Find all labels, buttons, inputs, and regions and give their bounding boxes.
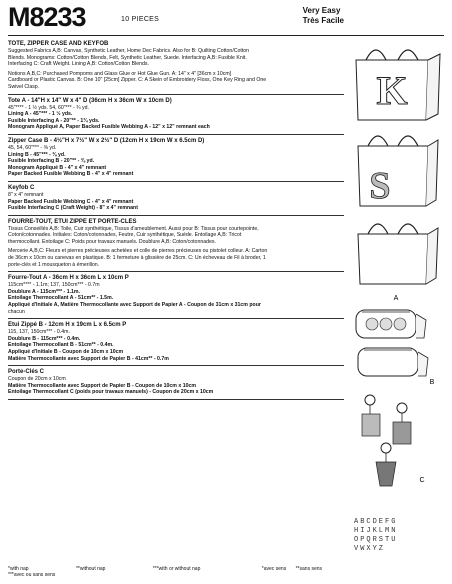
pattern-number: M8233 bbox=[8, 2, 86, 32]
section-title: Fourre-Tout A - 36cm H x 36cm L x 10cm P bbox=[8, 275, 129, 282]
yardage-line: Fusible Interfacing A - 20"** - 1¾ yds. bbox=[8, 117, 100, 124]
alphabet-row: ABCDEFG bbox=[354, 518, 398, 526]
yardage-line: Lining B - 45"*** - ⅜ yd. bbox=[8, 151, 66, 158]
keyfob-illustration bbox=[362, 395, 411, 486]
pieces-count: 10 PIECES bbox=[121, 16, 160, 23]
yardage-section bbox=[8, 366, 344, 400]
yardage-line: Doublure A - 115cm*** - 1.1m. bbox=[8, 288, 80, 295]
view-label-a: A bbox=[393, 295, 399, 302]
section-title: Keyfob C bbox=[8, 184, 35, 191]
footnote: *with nap bbox=[8, 566, 29, 572]
difficulty-fr: Très Facile bbox=[302, 16, 344, 25]
yardage-line: Monogram Appliqué B - 4" x 4" remnant bbox=[8, 164, 107, 171]
section-title: Tote A - 14"H x 14" W x 4" D (36cm H x 36cm W x 10cm D) bbox=[8, 97, 172, 104]
yardage-line: Lining A - 45"*** - 1 ½ yds. bbox=[8, 111, 73, 118]
yardage-line: Mercerie A,B,C: Fleurs et pierres précieuses achetées et colle de pierres précieuses ou pistolet colleur. A: Carton bbox=[8, 248, 268, 255]
section-title: Zipper Case B - 4½"H x 7½" W x 2½" D (12cm H x 19cm W x 6.5cm D) bbox=[8, 137, 205, 144]
monogram-k-icon: K bbox=[376, 68, 408, 113]
yardage-line: Paper Backed Fusible Webbing C - 4" x 4" remnant bbox=[8, 198, 134, 205]
yardage-line: Interfacing C: Craft Weight. Lining A,B: Cotton/Cotton Blends. bbox=[8, 61, 149, 68]
yardage-section bbox=[8, 216, 344, 273]
footnote: ***with or without nap bbox=[152, 566, 201, 572]
yardage-section bbox=[8, 319, 344, 366]
yardage-line: Tissus Conseillés A,B: Toile, Cuir synthétique, Tissus d'ameublement. Aussi pour B: Tissus pour courtepointe, bbox=[8, 225, 259, 232]
section-title: TOTE, ZIPPER CASE AND KEYFOB bbox=[8, 41, 109, 47]
yardage-line: Doublure B - 115cm*** - 0.4m. bbox=[8, 335, 81, 342]
pattern-header bbox=[8, 2, 444, 36]
yardage-line: thermocollant. Entoilage C: Poids pour travaux manuels. Doublure A,B: Coton/cotonnades. bbox=[8, 238, 216, 245]
yardage-section bbox=[8, 95, 344, 135]
yardage-line: Swivel Clasp. bbox=[8, 83, 40, 90]
zipper-case-plain-illustration bbox=[358, 348, 428, 376]
yardage-line: Coton/cotonnades. Initiales: Coton/cotonnades, Feutre, Cuir synthétique, Suède. Entoilage A,B: Tricot bbox=[8, 232, 242, 239]
yardage-line: 45, 54, 60"*** - ⅜ yd. bbox=[8, 144, 57, 151]
section-title: Porte-Clés C bbox=[8, 369, 45, 376]
yardage-line: Fusible Interfacing C (Craft Weight) - 8" x 4" remnant bbox=[8, 205, 138, 212]
tote-mid-illustration bbox=[358, 136, 438, 207]
nap-footnotes bbox=[8, 566, 344, 578]
alphabet-row: OPQRSTU bbox=[354, 536, 398, 544]
yardage-line: Coupon de 20cm x 10cm bbox=[8, 376, 66, 383]
yardage-line: Appliqué d'Initiale A, Matière Thermocollante avec Support de Papier A - Coupon de 31cm x 31cm pour bbox=[8, 302, 261, 309]
yardage-line: Entoilage Thermocollant C (poids pour travaux manuels) - Coupon de 20cm x 10cm bbox=[8, 389, 214, 396]
yardage-line: 115, 137, 150cm*** - 0.4m. bbox=[8, 329, 70, 336]
alphabet-row: VWXYZ bbox=[354, 545, 386, 553]
yardage-line: Matière Thermocollante avec Support de Papier B - 41cm** - 0.7m bbox=[8, 355, 169, 362]
yardage-line: Entoilage Thermocollant A - 51cm** - 1.5m. bbox=[8, 295, 114, 302]
alphabet-row: HIJKLMN bbox=[354, 527, 398, 535]
tote-front-illustration bbox=[356, 50, 440, 120]
yardage-line: Paper Backed Fusible Webbing B - 4" x 4" remnant bbox=[8, 171, 134, 178]
footnote: *avec sens bbox=[261, 566, 287, 572]
yardage-line: 8" x 4" remnant bbox=[8, 191, 44, 198]
yardage-section bbox=[8, 182, 344, 216]
yardage-line: Entoilage Thermocollant B - 51cm** - 0.4m. bbox=[8, 342, 114, 349]
section-title: FOURRE-TOUT, ÉTUI ZIPPÉ ET PORTE-CLÉS bbox=[8, 218, 137, 225]
yardage-section bbox=[8, 135, 344, 182]
yardage-line: porte-clés et 1 mousqueton à émerillon. bbox=[8, 261, 100, 268]
footnote: ***avec ou sans sens bbox=[8, 572, 56, 578]
zipper-case-front-illustration bbox=[356, 310, 426, 338]
tote-illustrations bbox=[346, 38, 446, 538]
view-label-c: C bbox=[419, 477, 425, 484]
yardage-line: chacun bbox=[8, 308, 25, 315]
yardage-section bbox=[8, 38, 344, 95]
yardage-line: Cardboard or Plastic Canvas. B: One 10" [25cm] Zipper. C: A Skein of Embroidery Floss, One Key Ring and One bbox=[8, 77, 267, 84]
yardage-line: Appliqué d'Initiale B - Coupon de 10cm x 10cm bbox=[8, 349, 124, 355]
yardage-line: Suggested Fabrics A,B: Canvas, Synthetic Leather, Home Dec Fabrics. Also for B: Quilting Cotton/Cotton bbox=[8, 48, 250, 54]
yardage-content bbox=[8, 38, 344, 400]
tote-plain-illustration bbox=[358, 224, 438, 284]
difficulty-en: Very Easy bbox=[302, 6, 341, 15]
alphabet-templates bbox=[354, 518, 446, 554]
yardage-line: 45"**** - 1 ½ yds. 54, 60"*** - ¾ yd. bbox=[8, 104, 89, 111]
section-title: Étui Zippé B - 12cm H x 19cm L x 6.5cm P bbox=[8, 322, 127, 329]
yardage-section bbox=[8, 272, 344, 319]
difficulty-label bbox=[303, 6, 344, 26]
footnote: **without nap bbox=[75, 566, 106, 572]
footnote: **sans sens bbox=[295, 566, 323, 572]
yardage-line: Blends. Monograms: Cotton/Cotton Blends, Felt, Synthetic Leather, Suede. Interfacing A,B: Fusible Knit. bbox=[8, 54, 247, 61]
yardage-line: Monogram Appliqué A, Paper Backed Fusible Webbing A - 12" x 12" remnant each bbox=[8, 124, 210, 131]
yardage-line: Notions A,B,C: Purchased Pompoms and Glass Glue or Hot Glue Gun. A: 14" x 4" [36cm x 10cm] bbox=[8, 70, 232, 77]
view-label-b: B bbox=[429, 379, 435, 386]
yardage-line: de 36cm x 10cm ou canevas en plastique. B: 1 fermeture à glissière de 25cm. C: Un écheveau de Fil à broder, 1 bbox=[8, 255, 266, 262]
monogram-s-icon: S bbox=[369, 165, 391, 207]
yardage-line: 115cm**** - 1.1m; 137, 150cm*** - 0.7m bbox=[8, 282, 100, 289]
yardage-line: Fusible Interfacing B - 20"** - ⅜ yd. bbox=[8, 158, 95, 165]
yardage-line: Matière Thermocollante avec Support de Papier B - Coupon de 10cm x 10cm bbox=[8, 382, 196, 389]
